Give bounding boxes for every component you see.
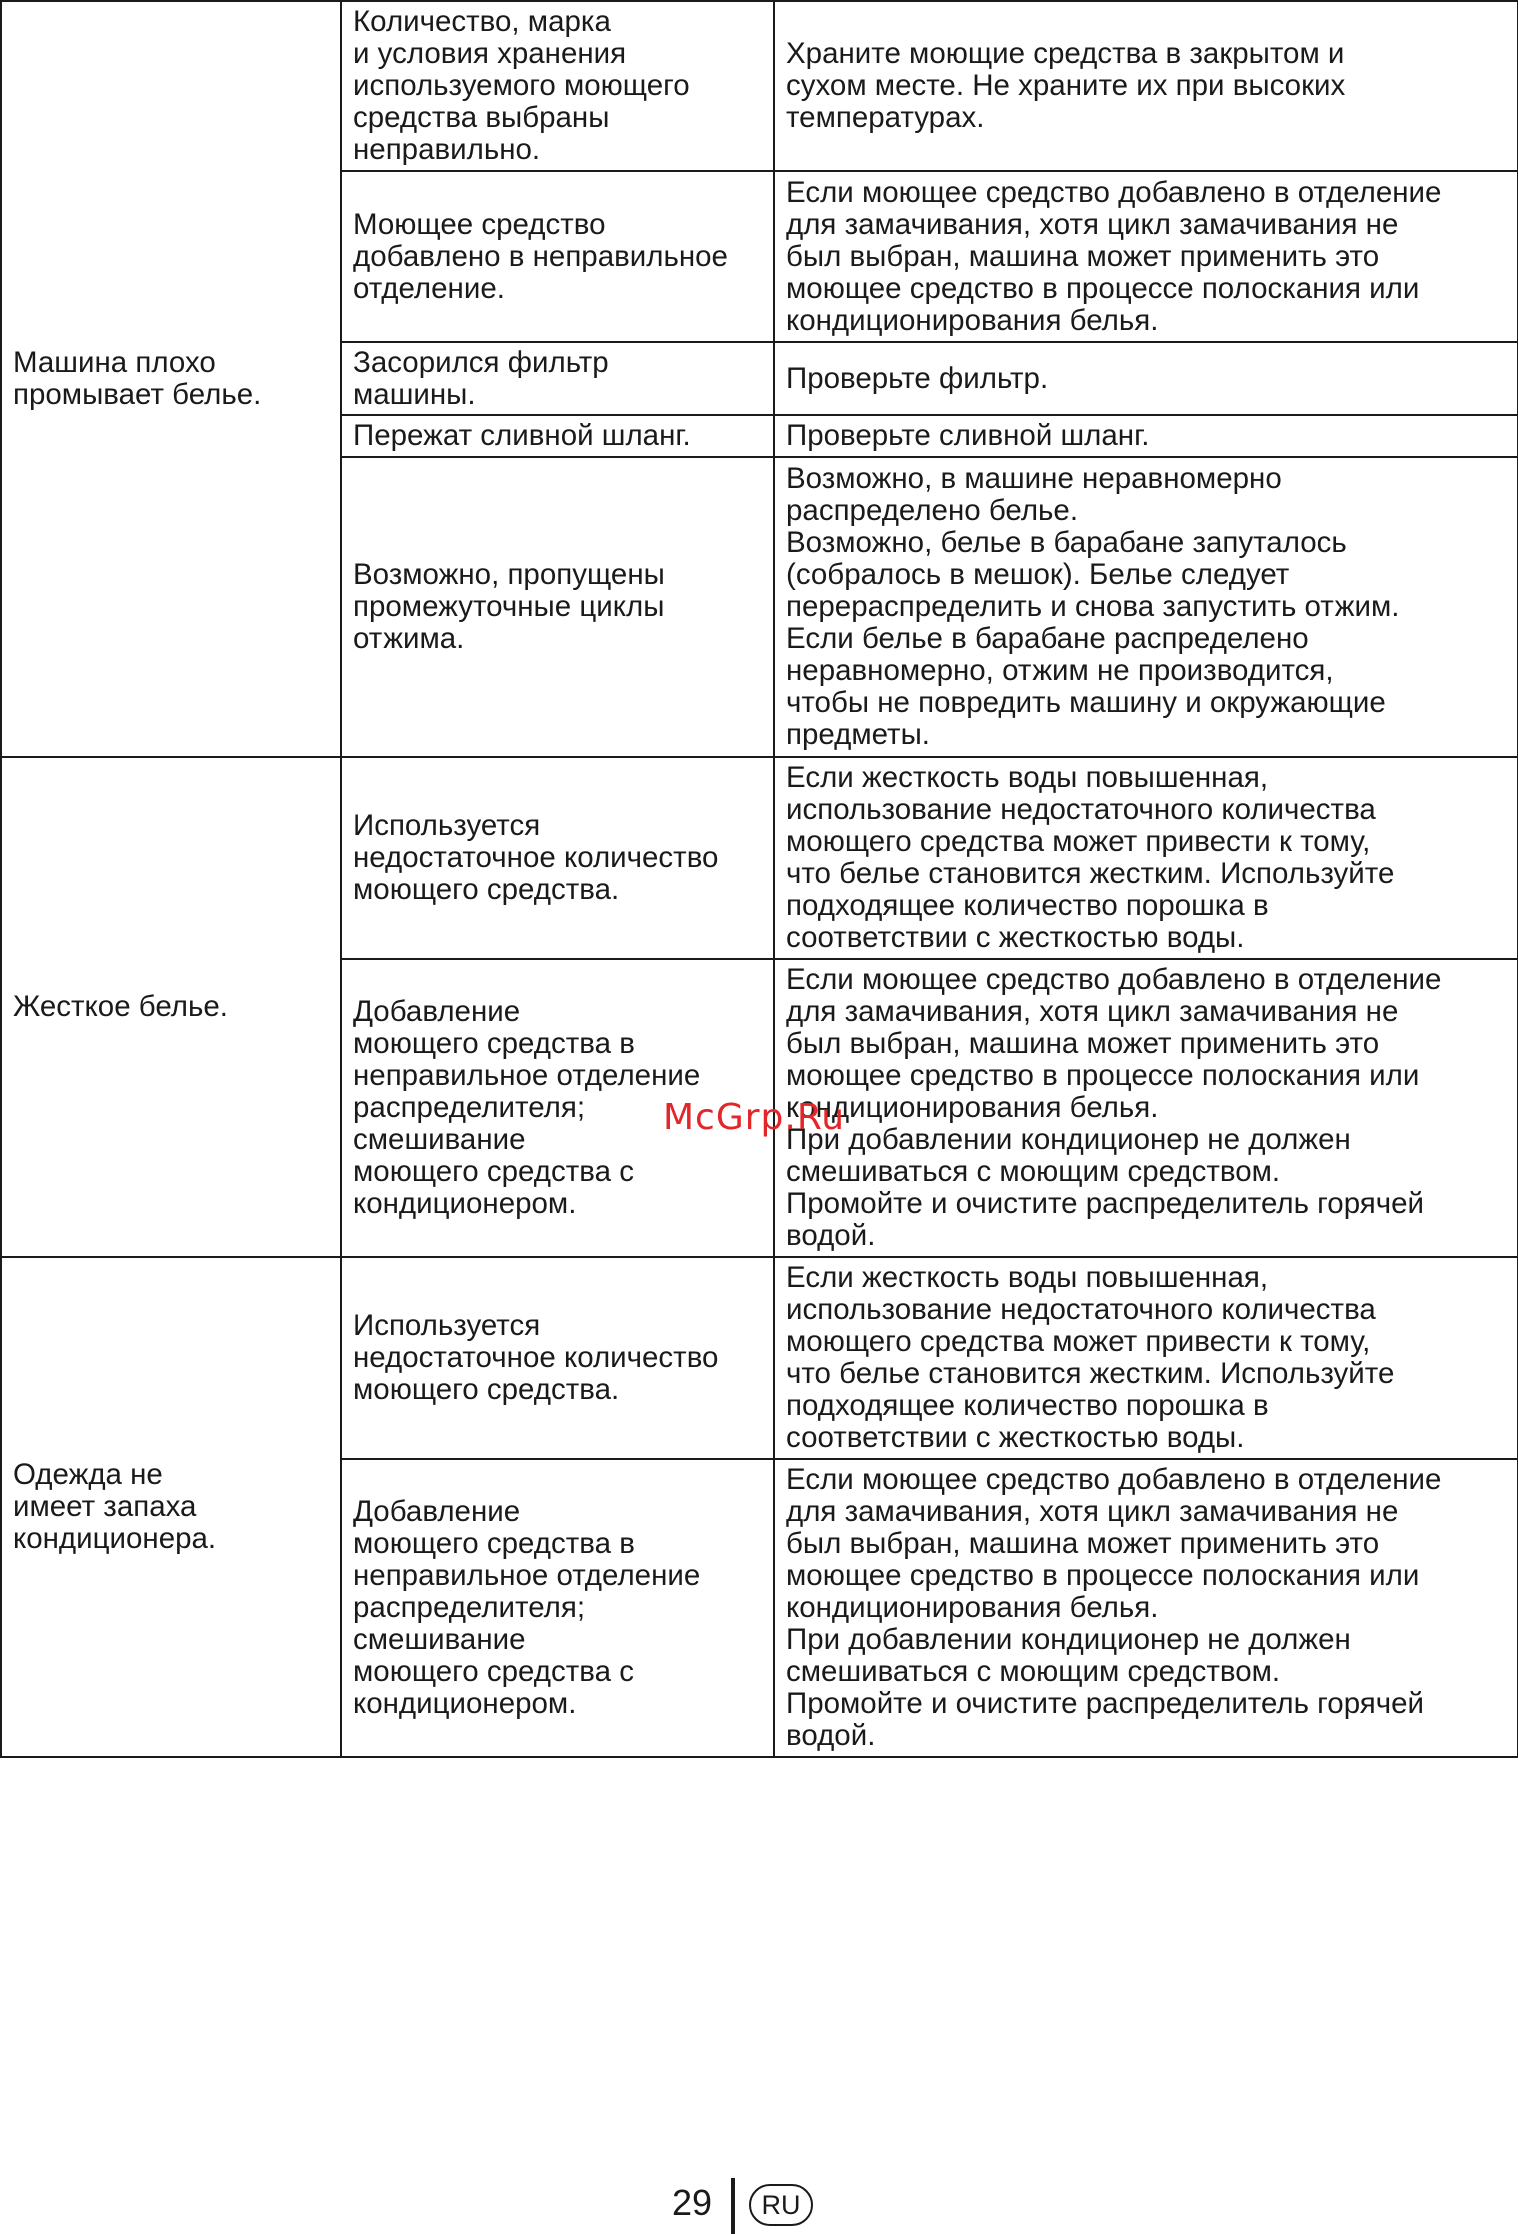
cause-cell: Добавление моющего средства в неправильное отделение распределителя; смешивание моющего средства с кондиционером.: [341, 1459, 774, 1757]
solution-cell: Если моющее средство добавлено в отделение для замачивания, хотя цикл замачивания не был выбран, машина может применить это моющее средство в процессе полоскания или кондиционирования белья. При добавлении кондиционер не должен смешиваться с моющим средством. Промойте и очистите распределитель горячей водой.: [774, 1459, 1518, 1757]
solution-cell: Возможно, в машине неравномерно распределено белье. Возможно, белье в барабане запуталось (собралось в мешок). Белье следует перераспределить и снова запустить отжим. Если белье в барабане распределено неравномерно, отжим не производится, чтобы не повредить машину и окружающие предметы.: [774, 457, 1518, 757]
solution-cell: Проверьте фильтр.: [774, 342, 1518, 415]
cause-cell: Добавление моющего средства в неправильное отделение распределителя; смешивание моющего средства с кондиционером.: [341, 959, 774, 1257]
cause-cell: Количество, марка и условия хранения используемого моющего средства выбраны неправильно.: [341, 1, 774, 171]
problem-cell: Жесткое белье.: [1, 757, 341, 1257]
solution-cell: Если моющее средство добавлено в отделение для замачивания, хотя цикл замачивания не был выбран, машина может применить это моющее средство в процессе полоскания или кондиционирования белья.: [774, 171, 1518, 342]
cause-cell: Засорился фильтр машины.: [341, 342, 774, 415]
page-number: 29: [672, 2182, 713, 2223]
cause-cell: Моющее средство добавлено в неправильное отделение.: [341, 171, 774, 342]
table-row: [1, 757, 1518, 959]
problem-cell: Одежда не имеет запаха кондиционера.: [1, 1257, 341, 1757]
solution-cell: Если жесткость воды повышенная, использование недостаточного количества моющего средства может привести к тому, что белье становится жестким. Используйте подходящее количество порошка в соответствии с жесткостью воды.: [774, 1257, 1518, 1459]
language-badge: RU: [749, 2184, 813, 2226]
table-row: [1, 1257, 1518, 1459]
cause-cell: Пережат сливной шланг.: [341, 415, 774, 457]
cause-cell: Возможно, пропущены промежуточные циклы отжима.: [341, 457, 774, 757]
table-row: [1, 1, 1518, 171]
solution-cell: Храните моющие средства в закрытом и сухом месте. Не храните их при высоких температурах.: [774, 1, 1518, 171]
footer-divider: [731, 2178, 735, 2234]
cause-cell: Используется недостаточное количество моющего средства.: [341, 1257, 774, 1459]
solution-cell: Если жесткость воды повышенная, использование недостаточного количества моющего средства может привести к тому, что белье становится жестким. Используйте подходящее количество порошка в соответствии с жесткостью воды.: [774, 757, 1518, 959]
solution-cell: Если моющее средство добавлено в отделение для замачивания, хотя цикл замачивания не был выбран, машина может применить это моющее средство в процессе полоскания или кондиционирования белья. При добавлении кондиционер не должен смешиваться с моющим средством. Промойте и очистите распределитель горячей водой.: [774, 959, 1518, 1257]
cause-cell: Используется недостаточное количество моющего средства.: [341, 757, 774, 959]
watermark: McGrp.Ru: [663, 1097, 846, 1138]
solution-cell: Проверьте сливной шланг.: [774, 415, 1518, 457]
problem-cell: Машина плохо промывает белье.: [1, 1, 341, 757]
